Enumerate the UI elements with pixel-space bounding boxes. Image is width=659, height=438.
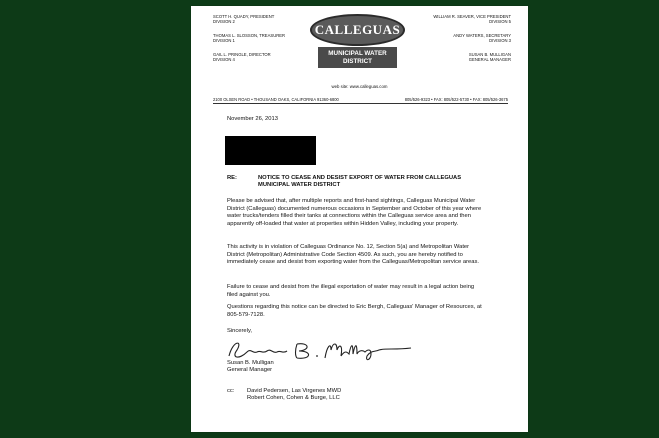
logo-band [318, 47, 397, 68]
cc-label: cc: [227, 388, 235, 394]
logo-wordmark: CALLEGUAS [314, 22, 401, 37]
address-line [213, 97, 508, 104]
board-member [431, 14, 511, 24]
board-member-name: SUSAN B. MULLIGAN [468, 52, 511, 58]
logo-line-1: MUNICIPAL WATER [328, 50, 387, 57]
district-logo [310, 14, 405, 70]
body-paragraph-1: Please be advised that, after multiple reports and first-hand sightings, Calleguas Municipal Water District (Calleguas) documented numerous occasions in September and October of this year where water trucks/tenders filled their tanks at connections within the Calleguas service area and then apparently off-loaded that water at properties within Hidden Valley, including your property. [227, 198, 482, 227]
board-member [431, 33, 511, 43]
address-text: 2100 OLSEN ROAD • THOUSAND OAKS, CALIFORNIA 91360-6800 [213, 97, 339, 102]
board-member [431, 52, 511, 62]
body-paragraph-4: Questions regarding this notice can be directed to Eric Bergh, Calleguas' Manager of Resources, at 805-579-7128. [227, 304, 482, 318]
logo-oval [310, 14, 405, 46]
board-member-name: WILLIAM R. SEAVER, VICE PRESIDENT [433, 14, 511, 19]
logo-line-2: DISTRICT [342, 57, 373, 65]
re-label: RE: [227, 175, 237, 181]
board-member-role: DIVISION 3 [489, 38, 511, 44]
signer-block [227, 360, 274, 374]
signer-title: General Manager [227, 367, 273, 374]
letter-date: November 26, 2013 [227, 116, 278, 122]
body-paragraph-3: Failure to cease and desist from the illegal exportation of water may result in a legal action being filed against you. [227, 284, 475, 298]
board-member-name: SCOTT H. QUADY, PRESIDENT [213, 14, 275, 19]
signer-name: Susan B. Mulligan [227, 360, 274, 366]
board-member-role: DIVISION 1 [213, 38, 235, 44]
phone-text: 805/526-9323 • FAX: 805/522-5730 • FAX: 805/526-3675 [404, 97, 508, 102]
body-paragraph-2: This activity is in violation of Calleguas Ordinance No. 12, Section 5(a) and Metropolitan Water District (Metropolitan) Administrative Code Section 4509. As such, you are hereby notified to immediately cease and desist from exporting water from the Calleguas/Metropolitan service areas. [227, 244, 479, 266]
closing: Sincerely, [227, 328, 253, 334]
board-list-right [431, 14, 511, 72]
board-member-role: DIVISION 2 [213, 19, 235, 25]
letter-page [191, 6, 528, 432]
redacted-recipient-block [225, 136, 316, 165]
board-member-name: ANDY WATERS, SECRETARY [453, 33, 511, 39]
cc-list [247, 388, 341, 402]
website-line: web site: www.calleguas.com [331, 84, 388, 89]
board-member [213, 52, 308, 62]
cc-recipient: Robert Cohen, Cohen & Burge, LLC [247, 395, 340, 402]
board-list-left [213, 14, 308, 72]
board-member-role: DIVISION 5 [489, 19, 511, 25]
board-member-role: GENERAL MANAGER [468, 57, 511, 63]
board-member-role: DIVISION 4 [213, 57, 235, 63]
board-member [213, 14, 308, 24]
cc-recipient: David Pedersen, Las Virgenes MWD [247, 388, 342, 394]
subject-line: NOTICE TO CEASE AND DESIST EXPORT OF WATER FROM CALLEGUAS MUNICIPAL WATER DISTRICT [258, 175, 462, 188]
board-member [213, 33, 308, 43]
board-member-name: GAIL L. PRINGLE, DIRECTOR [213, 52, 271, 58]
board-member-name: THOMAS L. SLOSSON, TREASURER [213, 33, 286, 39]
